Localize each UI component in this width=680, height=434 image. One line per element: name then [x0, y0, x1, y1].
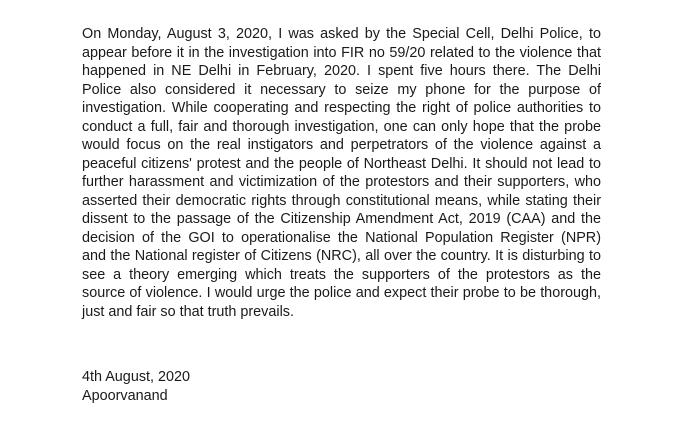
- text-line: asserted their democratic rights through constitutional means, while stating their: [82, 192, 601, 209]
- text-line: would focus on the real instigators and perpetrators of the violence against a: [82, 137, 601, 153]
- text-line: happened in NE Delhi in February, 2020. I spent five hours there. The Delhi: [82, 63, 601, 79]
- text-line: peaceful citizens' protest and the people of Northeast Delhi. It should not lead to: [82, 155, 601, 172]
- signature-block: [82, 368, 190, 405]
- signature-name: Apoorvanand: [82, 387, 168, 404]
- text-line: and the National register of Citizens (NRC), all over the country. It is disturbing to: [82, 248, 601, 264]
- text-line: investigation. While cooperating and respecting the right of police authorities to: [82, 100, 601, 116]
- text-line: just and fair so that truth prevails.: [82, 303, 294, 320]
- text-line: Police also considered it necessary to seize my phone for the purpose of: [82, 81, 601, 98]
- text-line: decision of the GOI to operationalise the National Population Register (NPR): [82, 229, 601, 246]
- text-line: On Monday, August 3, 2020, I was asked by the Special Cell, Delhi Police, to: [82, 26, 601, 42]
- text-line: see a theory emerging which treats the supporters of the protestors as the: [82, 266, 601, 283]
- text-line: source of violence. I would urge the police and expect their probe to be thorough,: [82, 285, 601, 301]
- signature-date: 4th August, 2020: [82, 369, 191, 385]
- text-line: further harassment and victimization of the protestors and their supporters, who: [82, 174, 601, 190]
- statement-body: [82, 25, 601, 321]
- text-line: conduct a full, fair and thorough investigation, one can only hope that the probe: [82, 118, 601, 135]
- statement-paragraph: [82, 25, 601, 321]
- text-line: dissent to the passage of the Citizenship Amendment Act, 2019 (CAA) and the: [82, 211, 601, 227]
- text-line: appear before it in the investigation into FIR no 59/20 related to the violence that: [82, 44, 601, 61]
